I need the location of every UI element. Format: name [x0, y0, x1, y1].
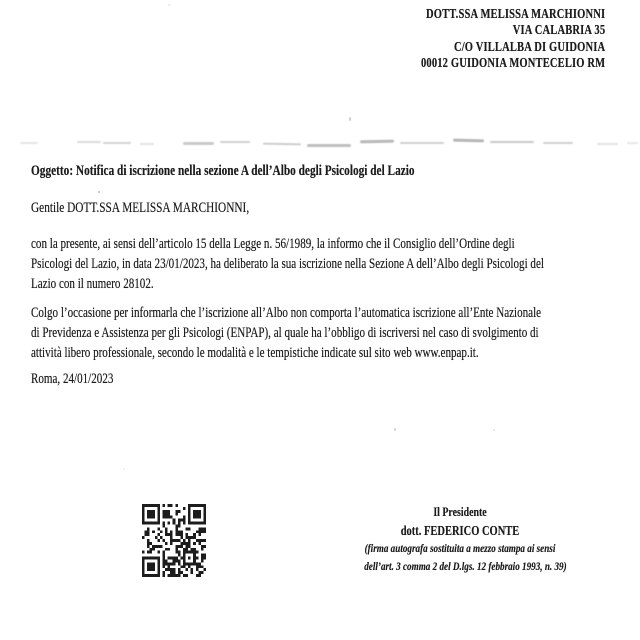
qr-code-icon	[142, 504, 206, 577]
paragraph-line: con la presente, ai sensi dell’articolo 15 della Legge n. 56/1989, la informo che il Consiglio dell’Ordine degli	[31, 236, 515, 252]
signer-role: Il Presidente	[433, 504, 487, 519]
scan-speck	[394, 428, 396, 431]
signature-note-line-2: dell’art. 3 comma 2 del D.lgs. 12 febbraio 1993, n. 39)	[364, 558, 567, 573]
recipient-address-block	[421, 6, 605, 72]
paragraph-line: di Previdenza e Assistenza per gli Psicologi (ENPAP), al quale ha l’obbligo di iscriversi nel caso di svolgimento di	[31, 325, 539, 341]
scan-speck	[168, 4, 171, 6]
dateline: Roma, 24/01/2023	[31, 371, 114, 387]
recipient-careof: C/O VILLALBA DI GUIDONIA	[453, 38, 605, 54]
scan-speck	[493, 429, 495, 431]
recipient-city: 00012 GUIDONIA MONTECELIO RM	[420, 55, 605, 71]
scan-speck	[349, 117, 351, 121]
recipient-name: DOTT.SSA MELISSA MARCHIONNI	[425, 6, 605, 21]
signature-note-line-1: (firma autografa sostituita a mezzo stampa ai sensi	[364, 541, 556, 555]
scan-speck	[98, 191, 100, 193]
signer-name: dott. FEDERICO CONTE	[400, 523, 520, 538]
paragraph-line: Lazio con il numero 28102.	[31, 276, 154, 292]
paragraph-line: Psicologi del Lazio, in data 23/01/2023, ha deliberato la sua iscrizione nella Sezione A dell’Albo degli Psicologi del	[31, 256, 544, 272]
signature-block	[334, 502, 586, 575]
body-paragraph-2	[31, 303, 541, 363]
subject-line: Oggetto: Notifica di iscrizione nella sezione A dell’Albo degli Psicologi del Lazio	[31, 163, 415, 179]
salutation: Gentile DOTT.SSA MELISSA MARCHIONNI,	[31, 200, 250, 216]
paragraph-line: attività libero professionale, secondo le modalità e le tempistiche indicate sul sito web www.enpap.it.	[31, 345, 479, 361]
body-paragraph-1	[31, 234, 544, 294]
recipient-street: VIA CALABRIA 35	[512, 22, 605, 38]
scan-artifact-line	[0, 136, 640, 148]
scan-speck	[123, 468, 125, 470]
paragraph-line: Colgo l’occasione per informarla che l’iscrizione all’Albo non comporta l’automatica iscrizione all’Ente Nazionale	[31, 305, 542, 321]
